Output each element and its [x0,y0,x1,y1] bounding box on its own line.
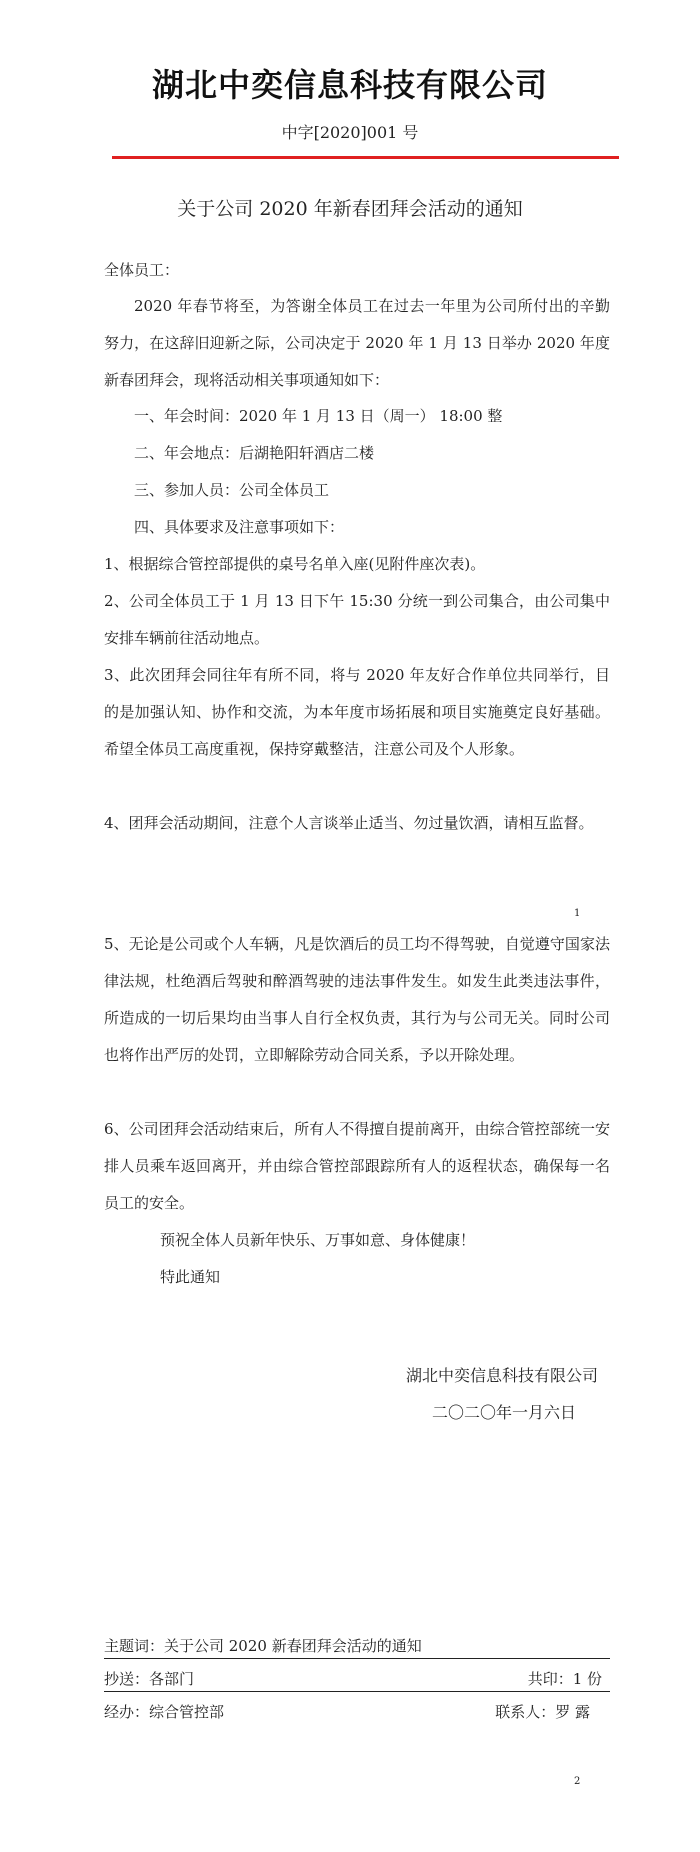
footer-handler-row [104,1700,610,1724]
footer-cc-row [104,1667,610,1692]
requirement-5: 5、无论是公司或个人车辆，凡是饮酒后的员工均不得驾驶，自觉遵守国家法律法规，杜绝酒后驾驶和醉酒驾驶的违法事件发生。如发生此类违法事件，所造成的一切后果均由当事人自行全权负责，其行为与公司无关。同时公司也将作出严厉的处罚，立即解除劳动合同关系，予以开除处理。 [104,935,610,1064]
closing-line: 特此通知 [160,1268,221,1286]
requirement-3: 3、此次团拜会同往年有所不同，将与 2020 年友好合作单位共同举行，目的是加强认知、协作和交流，为本年度市场拓展和项目实施奠定良好基础。希望全体员工高度重视，保持穿戴整洁，注意公司及个人形象。 [104,666,610,758]
red-header-rule [112,156,619,159]
page-number-2: 2 [574,1776,581,1787]
requirement-4: 4、团拜会活动期间，注意个人言谈举止适当、勿过量饮酒，请相互监督。 [104,814,594,832]
footer-cc: 抄送：各部门 [104,1670,195,1688]
signature-date: 二〇二〇年一月六日 [432,1403,577,1422]
intro-paragraph: 2020 年春节将至，为答谢全体员工在过去一年里为公司所付出的辛勤努力，在这辞旧迎新之际，公司决定于 2020 年 1 月 13 日举办 2020 年度新春团拜会，现将活动相关事项通知如下： [104,297,610,389]
item-location: 二、年会地点：后湖艳阳轩酒店二楼 [134,444,375,462]
company-name: 湖北中奕信息科技有限公司 [151,66,548,104]
item-requirements-heading: 四、具体要求及注意事项如下： [134,518,345,536]
item-attendees: 三、参加人员：公司全体员工 [134,481,330,499]
footer-subject: 主题词：关于公司 2020 新春团拜会活动的通知 [104,1637,422,1655]
item-time: 一、年会时间：2020 年 1 月 13 日（周一） 18:00 整 [134,407,503,425]
page-number-1: 1 [574,908,581,919]
footer-subject-row [104,1634,610,1659]
requirement-2: 2、公司全体员工于 1 月 13 日下午 15:30 分统一到公司集合，由公司集中安排车辆前往活动地点。 [104,592,610,647]
wishes-line: 预祝全体人员新年快乐、万事如意、身体健康！ [160,1231,476,1249]
document-number: 中字[2020]001 号 [281,123,419,142]
footer-handler: 经办：综合管控部 [104,1703,225,1721]
footer-contact: 联系人：罗 露 [495,1703,590,1721]
requirement-6: 6、公司团拜会活动结束后，所有人不得擅自提前离开，由综合管控部统一安排人员乘车返回离开，并由综合管控部跟踪所有人的返程状态，确保每一名员工的安全。 [104,1120,610,1212]
footer-copies: 共印：1 份 [527,1670,602,1688]
notice-title: 关于公司 2020 年新春团拜会活动的通知 [177,198,523,220]
signature-company: 湖北中奕信息科技有限公司 [406,1366,599,1385]
requirement-1: 1、根据综合管控部提供的桌号名单入座(见附件座次表)。 [104,555,486,573]
salutation: 全体员工： [104,261,180,279]
